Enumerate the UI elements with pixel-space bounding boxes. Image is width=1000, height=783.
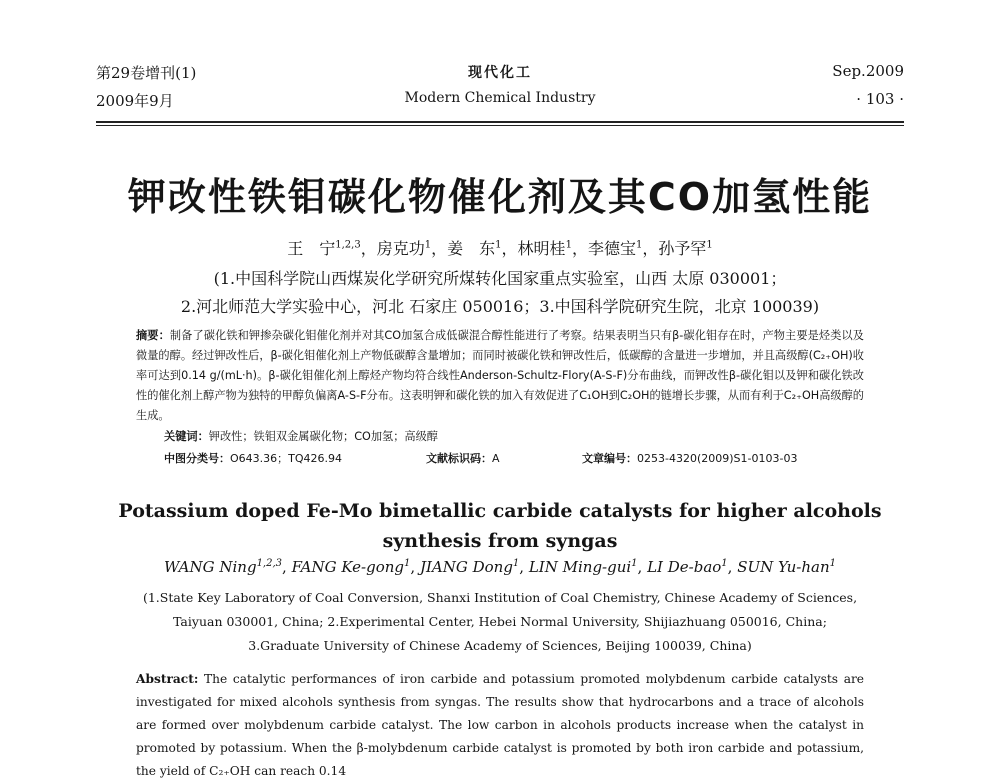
cn-author-name: 王 宁 [287,239,336,258]
en-author-separator: , [637,558,648,576]
cn-author-name: 孙予罕 [658,239,707,258]
en-author-name: LIN Ming-gui [528,558,632,576]
title-en: Potassium doped Fe-Mo bimetallic carbide catalysts for higher alcohols synthesis from syngas [118,500,882,552]
cn-author-separator: ， [360,239,377,258]
en-author-affil-mark: 1,2,3 [256,558,283,569]
cn-author-affil-mark: 1 [635,239,643,251]
cn-author-affil-mark: 1 [565,239,572,251]
journal-volume: 第29卷增刊(1) [96,64,197,82]
article-value: 0253-4320(2009)S1-0103-03 [637,452,798,465]
clc-number [164,450,342,466]
classification-row [164,450,884,466]
title-cn: 钾改性铁钼碳化物催化剂及其CO加氢性能 [127,175,873,219]
abstract-cn-label: 摘要： [136,329,170,342]
cn-author-name: 姜 东 [447,239,496,258]
en-author-separator: , [727,558,738,576]
journal-date: 2009年9月 [96,92,174,110]
running-header [96,62,904,122]
keywords-cn-text: 钾改性；铁钼双金属碳化物；CO加氢；高级醇 [208,430,438,443]
abstract-cn-text: 制备了碳化铁和钾掺杂碳化钼催化剂并对其CO加氢合成低碳混合醇性能进行了考察。结果表明当只有β-碳化钼存在时，产物主要是烃类以及微量的醇。经过钾改性后，β-碳化钼催化剂上产物低碳醇含量增加；而同时被碳化铁和钾改性后，低碳醇的含量进一步增加，并且高级醇(C₂₊OH)收率可达到0.14 g/(mL·h)。β-碳化钼催化剂上醇烃产物均符合线性Anderson-Schultz-Flory(A-S-F)分布曲线，而钾改性β-碳化钼以及钾和碳化铁改性的催化剂上醇产物为独特的甲醇负偏离A-S-F分布。这表明钾和碳化铁的加入有效促进了C₁OH到C₂OH的链增长步骤，从而有利于C₂₊OH高级醇的生成。 [136,329,864,422]
cn-author-affil-mark: 1 [424,239,432,251]
header-rule-thin [96,125,904,126]
affiliation-en-line2: Taiyuan 030001, China; 2.Experimental Center, Hebei Normal University, Shijiazhuang 050016, China; [173,614,827,629]
authors-en [96,558,904,576]
en-author-separator: , [519,558,529,576]
document-code [426,450,500,466]
cn-author-separator: ， [431,239,448,258]
doc-label: 文献标识码： [426,452,492,465]
cn-author-separator: ， [501,239,518,258]
clc-value: O643.36；TQ426.94 [230,452,343,465]
en-author-separator: , [410,558,420,576]
cn-author-affil-mark: 1 [706,239,713,251]
cn-author-name: 林明桂 [517,239,566,258]
journal-name-cn: 现代化工 [468,65,532,81]
abstract-en-label: Abstract: [136,672,199,686]
journal-name-en: Modern Chemical Industry [404,90,596,106]
cn-author-affil-mark: 1 [495,239,502,251]
en-author-affil-mark: 1 [404,558,411,569]
cn-author-separator: ， [642,239,659,258]
en-author-affil-mark: 1 [512,558,520,569]
en-author-name: JIANG Dong [419,558,513,576]
header-rule-thick [96,121,904,123]
doc-value: A [492,452,500,465]
affiliation-cn-line2: 2.河北师范大学实验中心，河北 石家庄 050016；3.中国科学院研究生院，北京 100039) [180,297,820,316]
keywords-cn-label: 关键词： [164,430,209,443]
abstract-en [136,668,864,783]
en-author-separator: , [282,558,292,576]
en-author-name: FANG Ke-gong [291,558,405,576]
article-number [582,450,797,466]
en-author-affil-mark: 1 [721,558,728,569]
cn-author-separator: ， [571,239,588,258]
en-author-affil-mark: 1 [631,558,638,569]
affiliation-cn-line1: (1.中国科学院山西煤炭化学研究所煤转化国家重点实验室，山西 太原 030001； [213,269,787,288]
cn-author-name: 房克功 [376,239,425,258]
authors-cn [96,236,904,259]
en-author-name: SUN Yu-han [737,558,830,576]
month-year: Sep.2009 [832,62,904,80]
keywords-cn [164,428,438,444]
en-author-name: WANG Ning [163,558,257,576]
affiliation-en-line3: 3.Graduate University of Chinese Academy of Sciences, Beijing 100039, China) [248,638,752,653]
abstract-cn [136,326,864,426]
cn-author-affil-mark: 1,2,3 [335,239,361,251]
affiliation-en-line1: (1.State Key Laboratory of Coal Conversion, Shanxi Institution of Coal Chemistry, Chinese Academy of Sciences, [142,590,858,605]
article-label: 文章编号： [582,452,637,465]
page-number: · 103 · [856,90,904,108]
cn-author-name: 李德宝 [587,239,636,258]
abstract-en-text: The catalytic performances of iron carbide and potassium promoted molybdenum carbide catalysts are investigated for mixed alcohols synthesis from syngas. The results show that hydrocarbons and a trace of alcohols are formed over molybdenum carbide catalyst. The low carbon in alcohols products increase when the catalyst in promoted by potassium. When the β-molybdenum carbide catalyst is promoted by both iron carbide and potassium, the yield of C₂₊OH can reach 0.14 [136,672,864,778]
en-author-affil-mark: 1 [829,558,836,569]
clc-label: 中图分类号： [164,452,230,465]
en-author-name: LI De-bao [647,558,722,576]
